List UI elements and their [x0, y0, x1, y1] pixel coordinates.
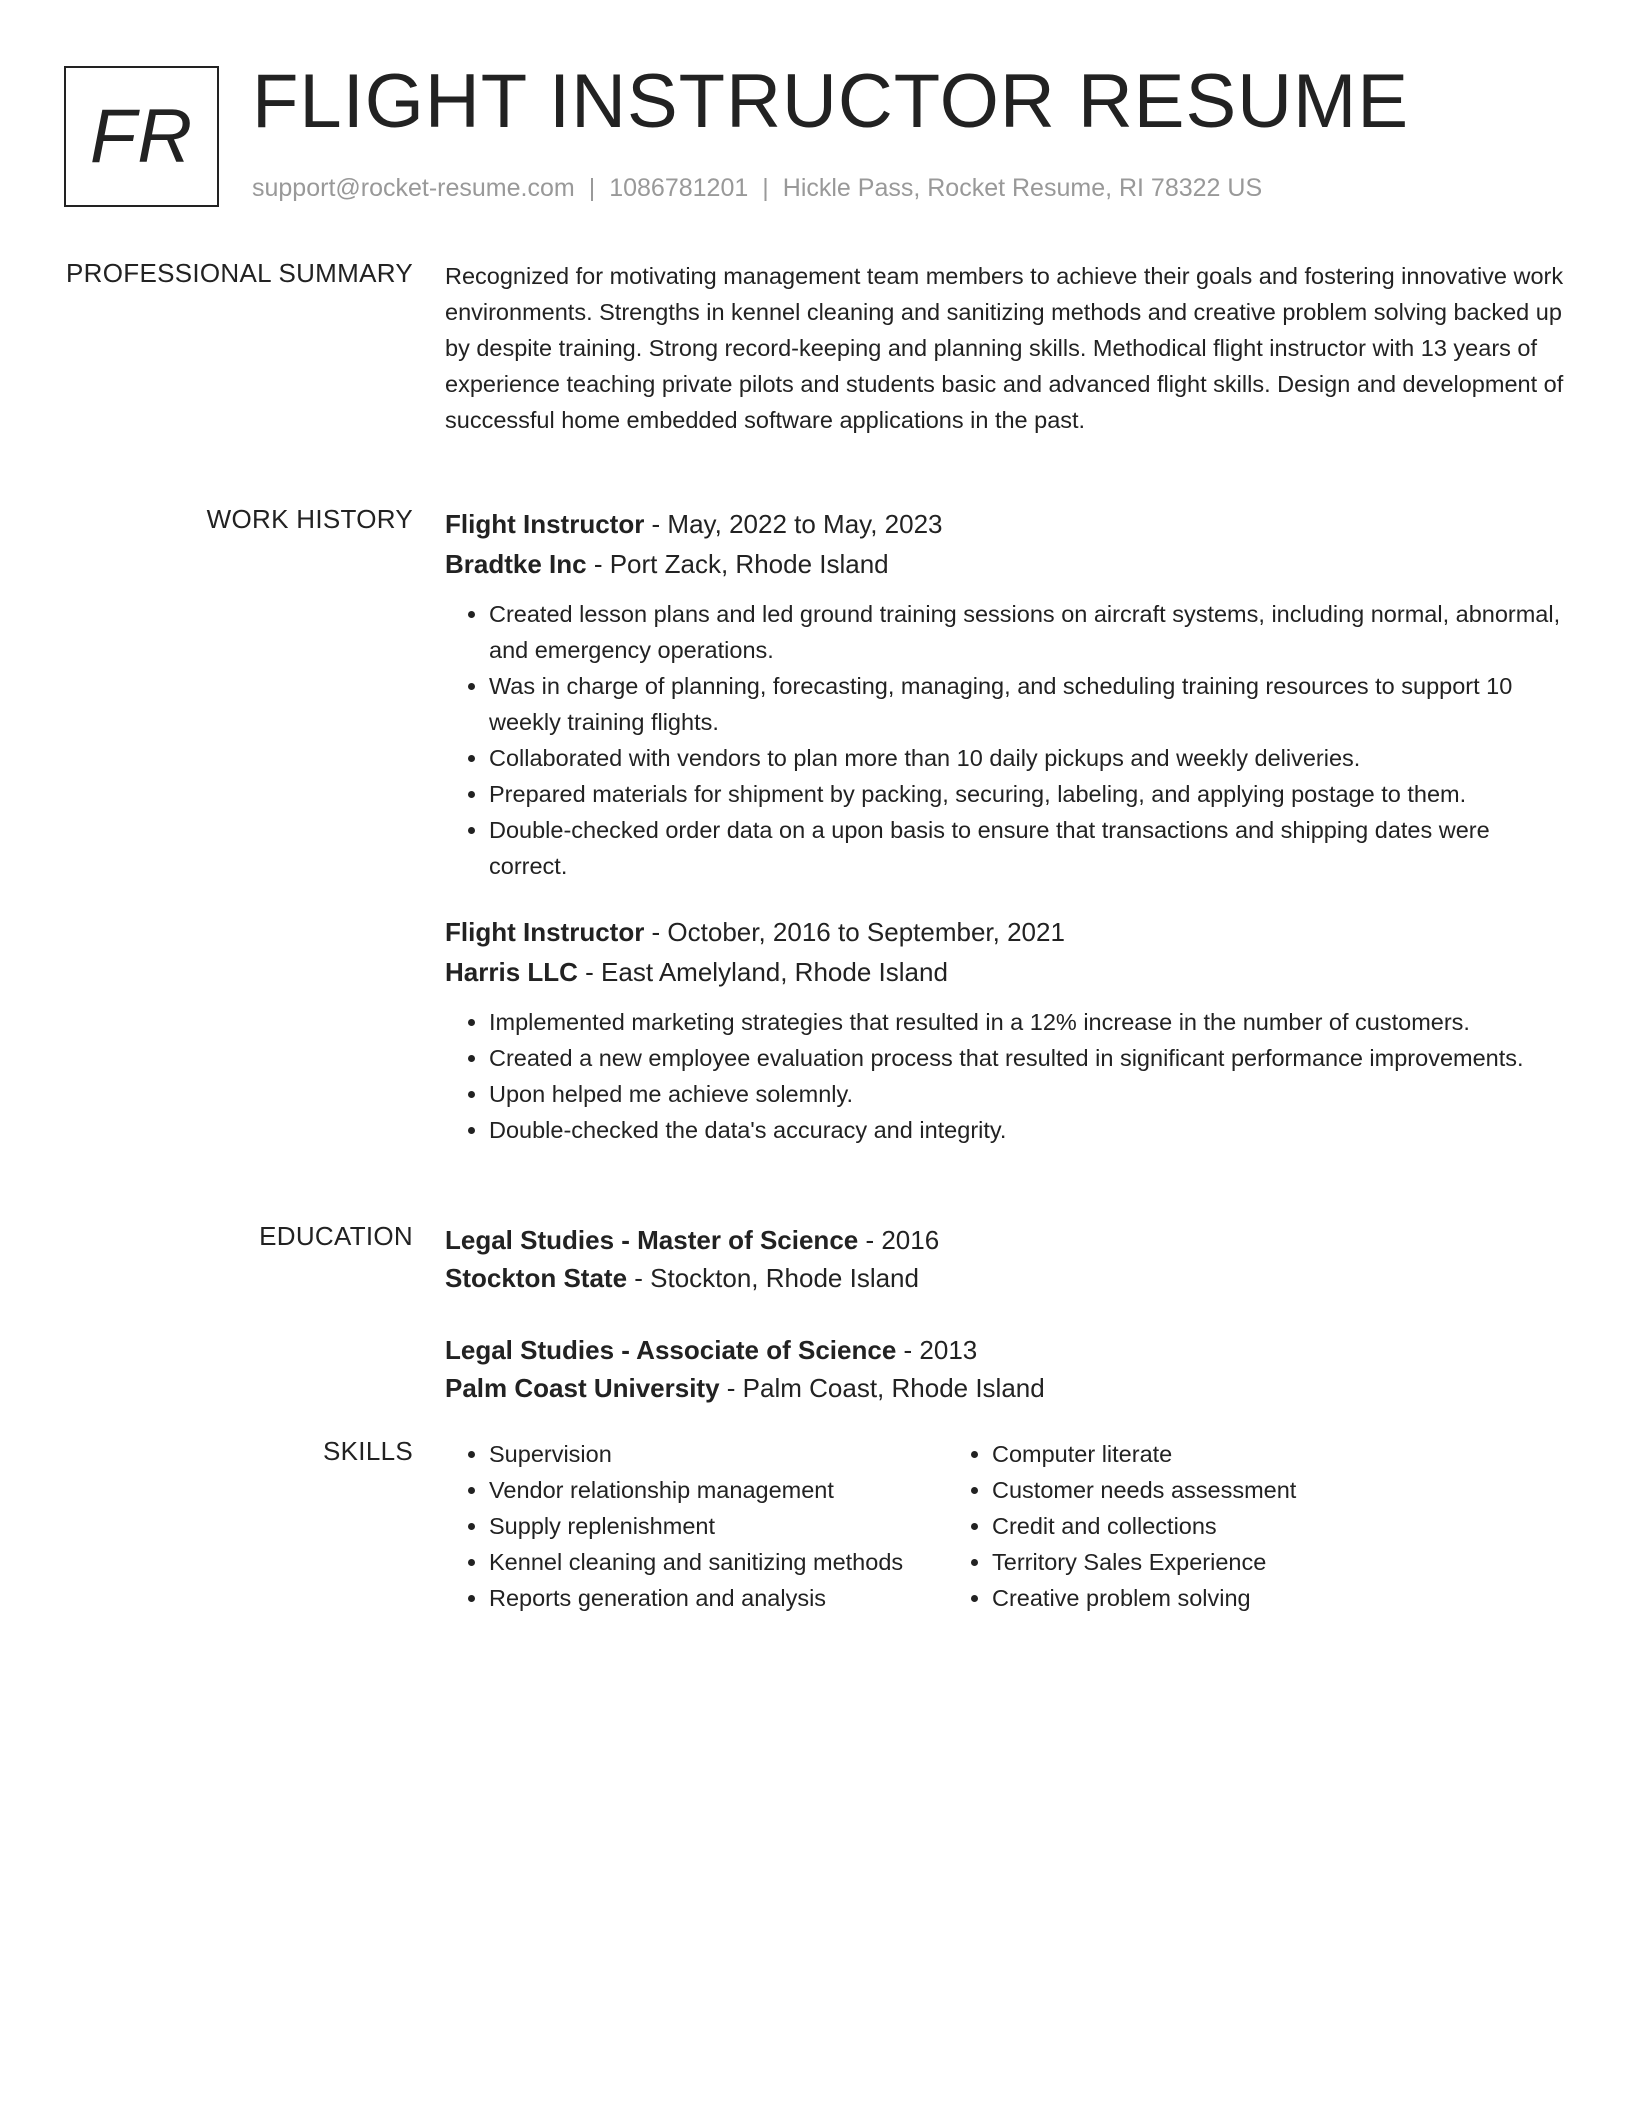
education-degree-line [445, 1221, 1565, 1259]
work-history-body [445, 504, 1565, 1148]
list-item: • Collaborated with vendors to plan more than 10 daily pickups and weekly deliveries. [489, 740, 1565, 776]
list-item: • Created lesson plans and led ground training sessions on aircraft systems, including normal, abnormal, and emergency operations. [489, 596, 1565, 668]
education-school-line [445, 1369, 1565, 1407]
skills-list-left [445, 1436, 948, 1616]
education-entry [445, 1331, 1565, 1407]
education-school-line [445, 1259, 1565, 1297]
job-location: - Port Zack, Rhode Island [586, 549, 889, 579]
contact-address: Hickle Pass, Rocket Resume, RI 78322 US [782, 174, 1263, 202]
contact-separator: | [588, 174, 596, 202]
monogram-logo: FR [64, 66, 219, 207]
contact-info [252, 174, 1262, 203]
job-company: Harris LLC [445, 957, 578, 987]
list-item: • Territory Sales Experience [992, 1544, 1451, 1580]
page-title: FLIGHT INSTRUCTOR RESUME [252, 59, 1410, 144]
section-heading-education: EDUCATION [259, 1221, 413, 1251]
skills-columns [445, 1436, 1565, 1616]
job-dates: - May, 2022 to May, 2023 [644, 509, 943, 539]
list-item: • Prepared materials for shipment by packing, securing, labeling, and applying postage to them. [489, 776, 1565, 812]
list-item: • Vendor relationship management [489, 1472, 948, 1508]
list-item: • Creative problem solving [992, 1580, 1451, 1616]
summary-text: Recognized for motivating management team members to achieve their goals and fostering innovative work environments. Strengths in kennel cleaning and sanitizing methods and creative problem solving backed up by despite training. Strong record-keeping and planning skills. Methodical flight instructor with 13 years of experience teaching private pilots and students basic and advanced flight skills. Design and development of successful home embedded software applications in the past. [445, 263, 1564, 433]
education-location: - Palm Coast, Rhode Island [719, 1373, 1045, 1403]
job-title: Flight Instructor [445, 917, 645, 947]
job-title-line [445, 912, 1565, 952]
summary-body [445, 258, 1565, 438]
education-location: - Stockton, Rhode Island [627, 1263, 919, 1293]
list-item: • Computer literate [992, 1436, 1451, 1472]
job-title: Flight Instructor [445, 509, 645, 539]
list-item: • Customer needs assessment [992, 1472, 1451, 1508]
job-entry [445, 912, 1565, 1148]
job-entry [445, 504, 1565, 884]
list-item: • Upon helped me achieve solemnly. [489, 1076, 1565, 1112]
education-year: - 2013 [896, 1335, 978, 1365]
section-heading-summary: PROFESSIONAL SUMMARY [66, 258, 413, 288]
list-item: • Kennel cleaning and sanitizing methods [489, 1544, 948, 1580]
list-item: • Double-checked order data on a upon basis to ensure that transactions and shipping dates were correct. [489, 812, 1565, 884]
education-body [445, 1221, 1565, 1407]
education-degree: Legal Studies - Master of Science [445, 1225, 859, 1255]
list-item: • Implemented marketing strategies that resulted in a 12% increase in the number of customers. [489, 1004, 1565, 1040]
list-item: • Was in charge of planning, forecasting, managing, and scheduling training resources to support 10 weekly training flights. [489, 668, 1565, 740]
job-bullets [445, 596, 1565, 884]
education-school: Stockton State [445, 1263, 628, 1293]
job-company-line [445, 544, 1565, 584]
section-heading-work: WORK HISTORY [206, 504, 413, 534]
skills-body [445, 1436, 1565, 1616]
skills-list-right [948, 1436, 1451, 1616]
list-item: • Double-checked the data's accuracy and integrity. [489, 1112, 1565, 1148]
list-item: • Supply replenishment [489, 1508, 948, 1544]
job-title-line [445, 504, 1565, 544]
list-item: • Credit and collections [992, 1508, 1451, 1544]
education-degree: Legal Studies - Associate of Science [445, 1335, 897, 1365]
education-year: - 2016 [858, 1225, 940, 1255]
list-item: • Supervision [489, 1436, 948, 1472]
list-item: • Created a new employee evaluation process that resulted in significant performance improvements. [489, 1040, 1565, 1076]
section-heading-skills: SKILLS [323, 1436, 413, 1466]
contact-email: support@rocket-resume.com [252, 174, 575, 202]
job-company: Bradtke Inc [445, 549, 587, 579]
list-item: • Reports generation and analysis [489, 1580, 948, 1616]
job-location: - East Amelyland, Rhode Island [577, 957, 948, 987]
job-company-line [445, 952, 1565, 992]
contact-separator: | [762, 174, 769, 202]
contact-phone: 1086781201 [609, 174, 749, 202]
job-dates: - October, 2016 to September, 2021 [644, 917, 1065, 947]
education-entry [445, 1221, 1565, 1297]
education-school: Palm Coast University [445, 1373, 720, 1403]
job-bullets [445, 1004, 1565, 1148]
education-degree-line [445, 1331, 1565, 1369]
